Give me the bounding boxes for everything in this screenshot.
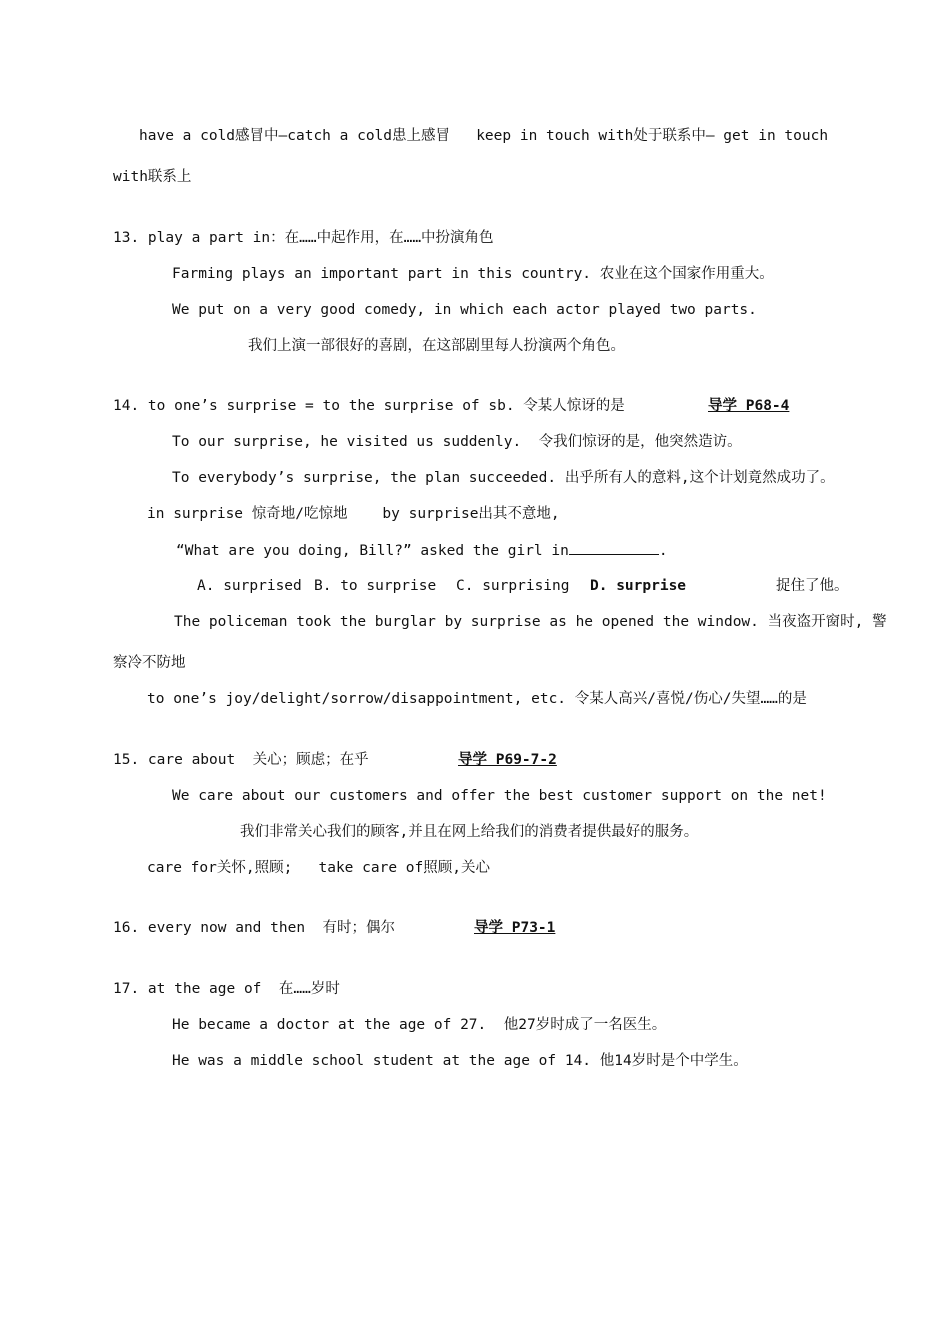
item-14-example-3-line-1: The policeman took the burglar by surprise as he opened the window. 当夜盗开窗时, 警 bbox=[174, 614, 887, 630]
item-15-related: care for关怀,照顾; take care of照顾,关心 bbox=[147, 860, 490, 876]
item-14-reference: 导学 P68-4 bbox=[708, 398, 790, 414]
item-17-example-2: He was a middle school student at the age of 14. 他14岁时是个中学生。 bbox=[172, 1053, 748, 1069]
intro-line-1: have a cold感冒中—catch a cold患上感冒 keep in touch with处于联系中— get in touch bbox=[139, 128, 829, 144]
answer-blank bbox=[569, 540, 659, 555]
item-14-heading: 14. to one’s surprise = to the surprise of sb. 令某人惊讶的是 bbox=[113, 398, 625, 414]
item-15-example-1: We care about our customers and offer the best customer support on the net! bbox=[172, 788, 827, 804]
question-end: . bbox=[658, 543, 668, 559]
item-14-example-1: To our surprise, he visited us suddenly. 令我们惊讶的是，他突然造访。 bbox=[172, 434, 742, 450]
item-14-example-2: To everybody’s surprise, the plan succeeded. 出乎所有人的意料,这个计划竟然成功了。 bbox=[172, 470, 835, 486]
item-14-example-3-line-2: 察冷不防地 bbox=[113, 655, 186, 671]
item-15-reference: 导学 P69-7-2 bbox=[458, 752, 557, 768]
item-14-question bbox=[176, 540, 668, 561]
item-15-example-1-translation: 我们非常关心我们的顾客,并且在网上给我们的消费者提供最好的服务。 bbox=[240, 824, 699, 840]
item-13-example-2: We put on a very good comedy, in which each actor played two parts. bbox=[172, 302, 757, 318]
item-17-example-1: He became a doctor at the age of 27. 他27岁时成了一名医生。 bbox=[172, 1017, 667, 1033]
item-13-heading: 13. play a part in：在……中起作用，在……中扮演角色 bbox=[113, 230, 494, 246]
question-text: “What are you doing, Bill?” asked the girl in bbox=[176, 543, 569, 559]
intro-line-2: with联系上 bbox=[113, 169, 192, 185]
option-b: B. to surprise bbox=[314, 578, 437, 594]
option-a: A. surprised bbox=[197, 578, 302, 594]
item-13-example-2-translation: 我们上演一部很好的喜剧，在这部剧里每人扮演两个角色。 bbox=[248, 338, 625, 354]
item-14-example-4: to one’s joy/delight/sorrow/disappointment, etc. 令某人高兴/喜悦/伤心/失望……的是 bbox=[147, 691, 807, 707]
item-13-example-1: Farming plays an important part in this country. 农业在这个国家作用重大。 bbox=[172, 266, 774, 282]
item-14-phrases: in surprise 惊奇地/吃惊地 by surprise出其不意地, bbox=[147, 506, 560, 522]
item-16-reference: 导学 P73-1 bbox=[474, 920, 556, 936]
item-16-heading: 16. every now and then 有时；偶尔 bbox=[113, 920, 396, 936]
item-15-heading: 15. care about 关心；顾虑；在乎 bbox=[113, 752, 369, 768]
option-c: C. surprising bbox=[456, 578, 570, 594]
item-17-heading: 17. at the age of 在……岁时 bbox=[113, 981, 340, 997]
item-14-caught-translation: 捉住了他。 bbox=[776, 578, 849, 594]
option-d-answer: D. surprise bbox=[590, 578, 687, 594]
